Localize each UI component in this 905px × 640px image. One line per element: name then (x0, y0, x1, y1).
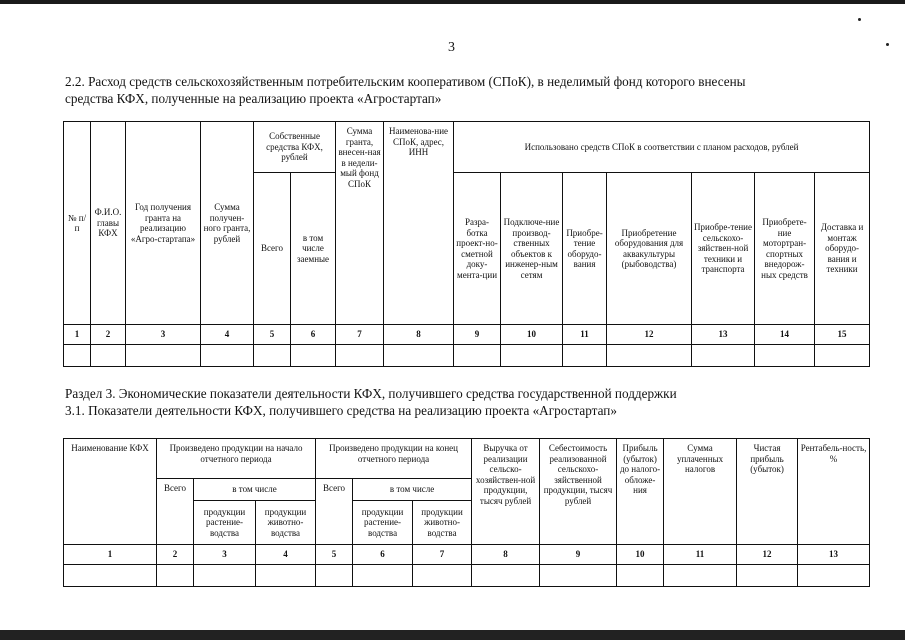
top-border-line (0, 0, 905, 4)
header-start-animal: продукции животно-водства (256, 501, 316, 545)
column-number: 4 (256, 545, 316, 565)
header-end-plant: продукции растение-водства (353, 501, 413, 545)
header-produced-start: Произведено продукции на начало отчетного периода (157, 439, 316, 479)
section-3-title: Раздел 3. Экономические показатели деятельности КФХ, получившего средства государственной поддержки (65, 386, 677, 401)
scan-speck (858, 18, 861, 21)
empty-cell (336, 345, 384, 367)
header-profit-before-tax: Прибыль (убыток) до налого-обложе-ния (617, 439, 664, 545)
header-start-plant: продукции растение-водства (194, 501, 256, 545)
bottom-border-line (0, 630, 905, 640)
empty-cell (617, 565, 664, 587)
table-row-empty (64, 565, 870, 587)
header-profitability: Рентабель-ность, % (798, 439, 870, 545)
table-row-empty (64, 345, 870, 367)
section-2-2-heading-line-2: средства КФХ, полученные на реализацию проекта «Агростартап» (65, 91, 442, 106)
column-number: 12 (607, 325, 692, 345)
header-grant-sum: Сумма получен-ного гранта, рублей (201, 122, 254, 325)
column-number: 1 (64, 325, 91, 345)
empty-cell (384, 345, 454, 367)
kfh-indicators-table (63, 438, 870, 587)
column-number: 2 (157, 545, 194, 565)
empty-cell (126, 345, 201, 367)
header-end-total: Всего (316, 479, 353, 545)
column-number: 2 (91, 325, 126, 345)
column-number: 7 (413, 545, 472, 565)
empty-cell (201, 345, 254, 367)
column-number: 5 (254, 325, 291, 345)
empty-cell (737, 565, 798, 587)
header-taxes-paid: Сумма уплаченных налогов (664, 439, 737, 545)
column-number: 6 (353, 545, 413, 565)
header-delivery-installation: Доставка и монтаж оборудо-вания и техники (815, 173, 870, 325)
column-number: 10 (501, 325, 563, 345)
empty-cell (91, 345, 126, 367)
column-number: 4 (201, 325, 254, 345)
header-start-total: Всего (157, 479, 194, 545)
header-fio: Ф.И.О. главы КФХ (91, 122, 126, 325)
header-kfh-name: Наименование КФХ (64, 439, 157, 545)
header-offroad-vehicles: Приобрете-ние мотортран-спортных внедорож-ных средств (755, 173, 815, 325)
column-number: 13 (692, 325, 755, 345)
header-spok-name: Наименова-ние СПоК, адрес, ИНН (384, 122, 454, 325)
empty-cell (256, 565, 316, 587)
empty-cell (798, 565, 870, 587)
header-spok-used-funds: Использовано средств СПоК в соответствии с планом расходов, рублей (454, 122, 870, 173)
header-aquaculture-equipment: Приобретение оборудования для аквакультуры (рыбоводства) (607, 173, 692, 325)
column-number: 5 (316, 545, 353, 565)
empty-cell (563, 345, 607, 367)
header-revenue: Выручка от реализации сельско-хозяйствен-ной продукции, тысяч рублей (472, 439, 540, 545)
section-3-1-subtitle: 3.1. Показатели деятельности КФХ, получившего средства на реализацию проекта «Агростартап» (65, 403, 617, 418)
column-number: 11 (563, 325, 607, 345)
empty-cell (472, 565, 540, 587)
empty-cell (64, 565, 157, 587)
header-end-including: в том числе (353, 479, 472, 501)
header-own-loan: в том числе заемные (291, 173, 336, 325)
header-own-total: Всего (254, 173, 291, 325)
column-number: 1 (64, 545, 157, 565)
empty-cell (254, 345, 291, 367)
empty-cell (501, 345, 563, 367)
empty-cell (353, 565, 413, 587)
empty-cell (815, 345, 870, 367)
page-number: 3 (448, 40, 455, 55)
empty-cell (607, 345, 692, 367)
empty-cell (540, 565, 617, 587)
column-number: 6 (291, 325, 336, 345)
spok-expenses-table (63, 121, 870, 367)
column-number: 10 (617, 545, 664, 565)
column-number: 11 (664, 545, 737, 565)
header-start-including: в том числе (194, 479, 316, 501)
column-number: 9 (540, 545, 617, 565)
column-number: 8 (472, 545, 540, 565)
header-own-funds: Собственные средства КФХ, рублей (254, 122, 336, 173)
empty-cell (692, 345, 755, 367)
scan-speck (886, 43, 889, 46)
header-design-docs: Разра-ботка проект-но-сметной доку-мента-ции (454, 173, 501, 325)
header-net-profit: Чистая прибыль (убыток) (737, 439, 798, 545)
column-number: 9 (454, 325, 501, 345)
empty-cell (316, 565, 353, 587)
header-end-animal: продукции животно-водства (413, 501, 472, 545)
header-cost: Себестоимость реализованной сельскохо-зяйственной продукции, тысяч рублей (540, 439, 617, 545)
header-produced-end: Произведено продукции на конец отчетного периода (316, 439, 472, 479)
section-2-2-heading-line-1: 2.2. Расход средств сельскохозяйственным потребительским кооперативом (СПоК), в неделимый фонд которого внесены (65, 74, 746, 89)
empty-cell (291, 345, 336, 367)
column-number: 15 (815, 325, 870, 345)
empty-cell (194, 565, 256, 587)
empty-cell (664, 565, 737, 587)
header-agri-machinery: Приобре-тение сельскохо-зяйствен-ной техники и транспорта (692, 173, 755, 325)
column-number: 3 (126, 325, 201, 345)
empty-cell (64, 345, 91, 367)
column-number: 8 (384, 325, 454, 345)
header-equipment: Приобре-тение оборудо-вания (563, 173, 607, 325)
header-grant-to-fund: Сумма гранта, внесен-ная в недели-мый фонд СПоК (336, 122, 384, 325)
column-number: 13 (798, 545, 870, 565)
header-grant-year: Год получения гранта на реализацию «Агро-стартапа» (126, 122, 201, 325)
empty-cell (454, 345, 501, 367)
header-utility-connection: Подключе-ние производ-ственных объектов к инженер-ным сетям (501, 173, 563, 325)
empty-cell (157, 565, 194, 587)
empty-cell (755, 345, 815, 367)
column-number: 3 (194, 545, 256, 565)
header-num: № п/п (64, 122, 91, 325)
column-number: 12 (737, 545, 798, 565)
empty-cell (413, 565, 472, 587)
column-number: 14 (755, 325, 815, 345)
column-number: 7 (336, 325, 384, 345)
